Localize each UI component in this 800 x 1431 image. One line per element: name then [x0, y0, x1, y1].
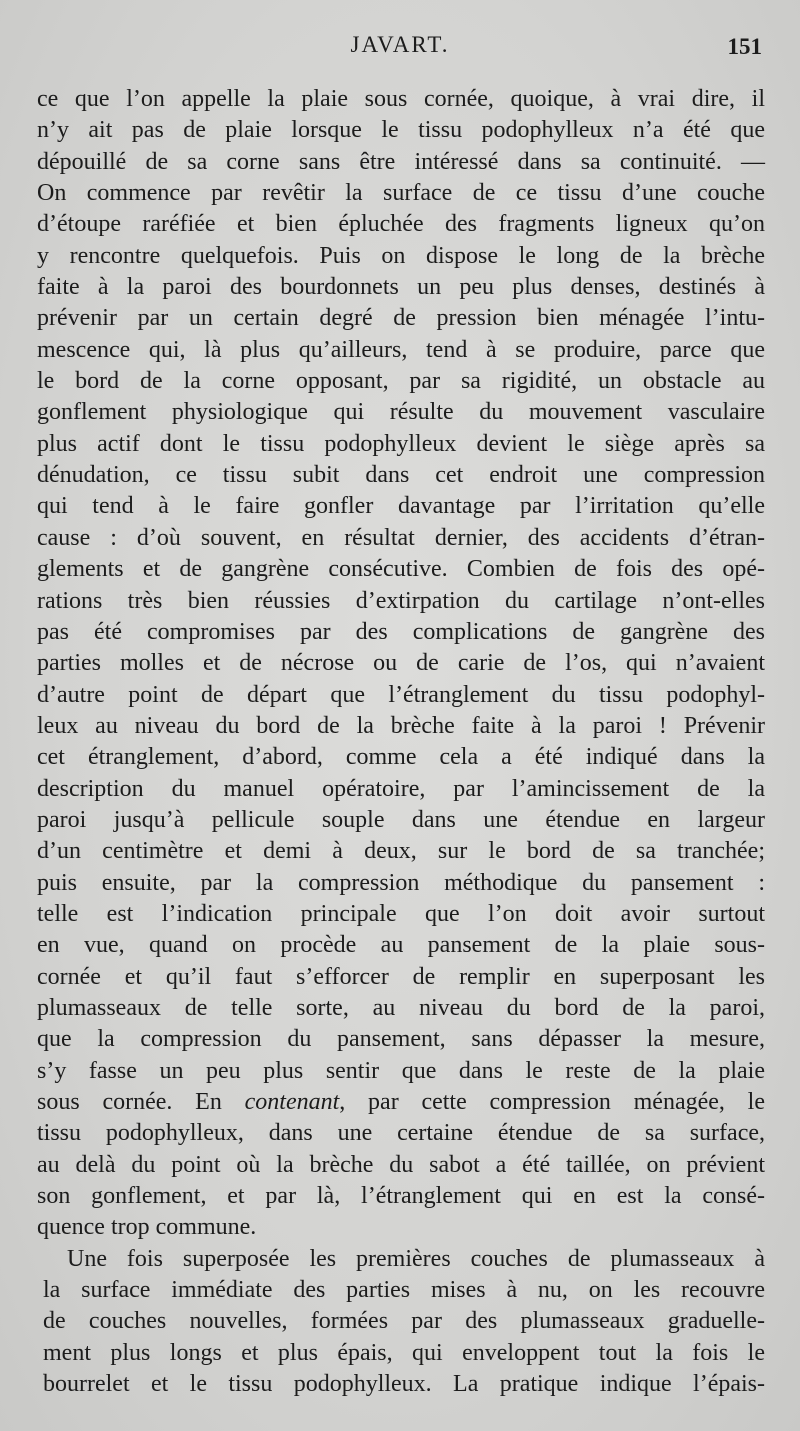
text-line: s’y fasse un peu plus sentir que dans le reste de la plaie	[37, 1057, 765, 1084]
text-line: pas été compromises par des complications de gangrène des	[37, 618, 765, 645]
text-line: plumasseaux de telle sorte, au niveau du bord de la paroi,	[37, 994, 765, 1021]
text-line: leux au niveau du bord de la brèche faite à la paroi ! Prévenir	[37, 712, 765, 739]
text-line: puis ensuite, par la compression méthodique du pansement :	[37, 869, 765, 896]
text-line: son gonflement, et par là, l’étranglement qui en est la consé-	[37, 1183, 765, 1210]
text-line: cet étranglement, d’abord, comme cela a été indiqué dans la	[37, 744, 765, 771]
text-line: qui tend à le faire gonfler davantage par l’irritation qu’elle	[37, 493, 765, 520]
text-line: prévenir par un certain degré de pression bien ménagée l’intu-	[37, 305, 765, 332]
text-line: ment plus longs et plus épais, qui enveloppent tout la fois le	[43, 1339, 765, 1366]
text-line: le bord de la corne opposant, par sa rigidité, un obstacle au	[37, 368, 765, 395]
text-line: cornée et qu’il faut s’efforcer de remplir en superposant les	[37, 963, 765, 990]
text-line: bourrelet et le tissu podophylleux. La pratique indique l’épais-	[43, 1371, 765, 1398]
text-line: d’autre point de départ que l’étranglement du tissu podophyl-	[37, 681, 765, 708]
text-line: dénudation, ce tissu subit dans cet endroit une compression	[37, 462, 765, 489]
text-line: ce que l’on appelle la plaie sous cornée, quoique, à vrai dire, il	[37, 86, 765, 112]
text-line: glements et de gangrène consécutive. Combien de fois des opé-	[37, 556, 765, 583]
text-line: cause : d’où souvent, en résultat dernier, des accidents d’étran-	[37, 524, 765, 551]
paragraph-first-line: Une fois superposée les premières couches de plumasseaux à	[67, 1245, 765, 1272]
text-line: mescence qui, là plus qu’ailleurs, tend à se produire, parce que	[37, 336, 765, 363]
text-line: la surface immédiate des parties mises à nu, on les recouvre	[43, 1277, 765, 1304]
text-line: au delà du point où la brèche du sabot a été taillée, on prévient	[37, 1151, 765, 1178]
text-line: gonflement physiologique qui résulte du mouvement vasculaire	[37, 399, 765, 426]
text-segment: sous cornée. En	[37, 1089, 245, 1115]
running-header: JAVART.	[350, 32, 450, 57]
text-line: description du manuel opératoire, par l’amincissement de la	[37, 775, 765, 802]
text-line: n’y ait pas de plaie lorsque le tissu podophylleux n’a été que	[37, 117, 765, 144]
text-line: plus actif dont le tissu podophylleux devient le siège après sa	[37, 430, 765, 457]
italic-word: contenant	[244, 1089, 340, 1115]
text-line: parties molles et de nécrose ou de carie de l’os, qui n’avaient	[37, 650, 765, 677]
text-segment: , par cette compression ménagée, le	[339, 1089, 765, 1115]
text-line: faite à la paroi des bourdonnets un peu plus denses, destinés à	[37, 274, 765, 301]
text-line: en vue, quand on procède au pansement de la plaie sous-	[37, 932, 765, 959]
text-line: On commence par revêtir la surface de ce tissu d’une couche	[37, 180, 765, 207]
page-number: 151	[727, 34, 762, 59]
text-line-with-italic	[37, 1087, 765, 1118]
text-line: d’un centimètre et demi à deux, sur le bord de sa tranchée;	[37, 838, 765, 865]
text-line: de couches nouvelles, formées par des plumasseaux graduelle-	[43, 1308, 765, 1335]
text-line: dépouillé de sa corne sans être intéressé dans sa continuité. —	[37, 148, 765, 175]
text-line: rations très bien réussies d’extirpation du cartilage n’ont-elles	[37, 587, 765, 614]
text-line: paroi jusqu’à pellicule souple dans une étendue en largeur	[37, 806, 765, 833]
text-line: telle est l’indication principale que l’on doit avoir surtout	[37, 900, 765, 927]
paragraph-end-line: quence trop commune.	[37, 1214, 257, 1241]
body-text	[37, 84, 765, 1400]
text-line: tissu podophylleux, dans une certaine étendue de sa surface,	[37, 1120, 765, 1147]
text-line: d’étoupe raréfiée et bien épluchée des fragments ligneux qu’on	[37, 211, 765, 238]
text-line: y rencontre quelquefois. Puis on dispose le long de la brèche	[37, 242, 765, 269]
paragraph-1	[37, 84, 765, 1244]
paragraph-2	[37, 1244, 765, 1401]
text-line: que la compression du pansement, sans dépasser la mesure,	[37, 1026, 765, 1053]
